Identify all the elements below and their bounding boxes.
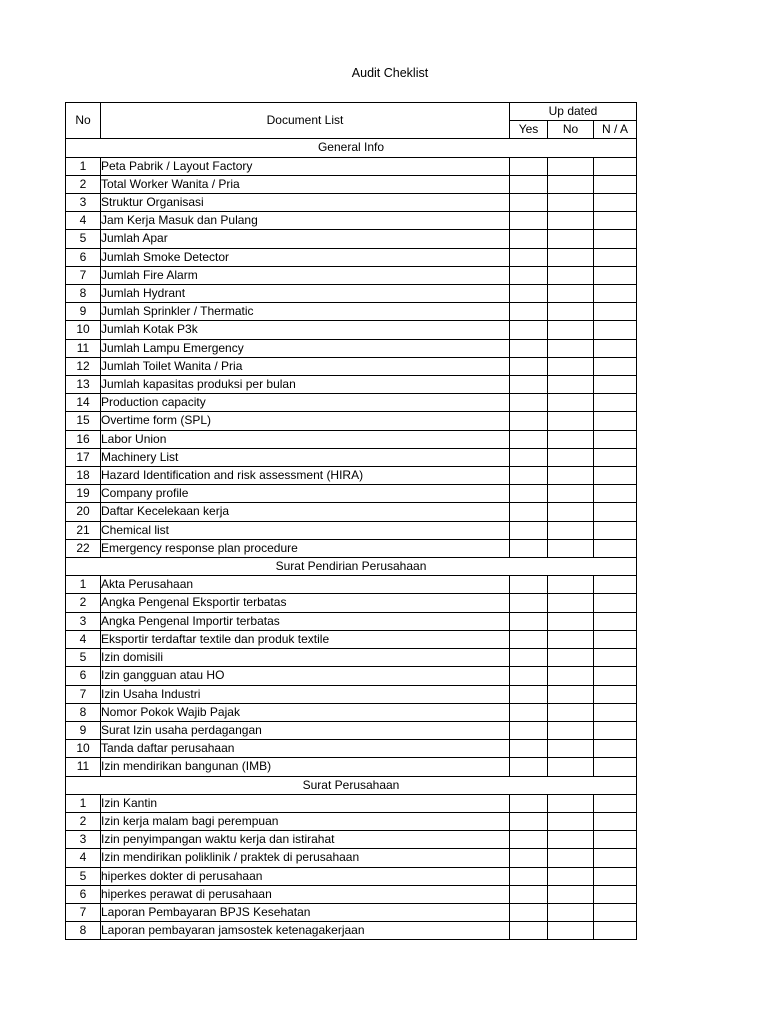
table-row <box>66 740 637 758</box>
table-row <box>66 157 637 175</box>
yes-cell[interactable] <box>510 194 548 212</box>
document-name: Izin Kantin <box>101 794 510 812</box>
no-cell[interactable] <box>548 448 594 466</box>
na-cell[interactable] <box>594 230 637 248</box>
yes-cell[interactable] <box>510 721 548 739</box>
table-row <box>66 667 637 685</box>
audit-checklist-table <box>65 102 637 940</box>
no-cell[interactable] <box>548 467 594 485</box>
na-cell[interactable] <box>594 285 637 303</box>
yes-cell[interactable] <box>510 922 548 940</box>
yes-cell[interactable] <box>510 521 548 539</box>
na-cell[interactable] <box>594 485 637 503</box>
yes-cell[interactable] <box>510 467 548 485</box>
header-document-list: Document List <box>101 103 510 139</box>
table-row <box>66 285 637 303</box>
na-cell[interactable] <box>594 212 637 230</box>
document-name: Angka Pengenal Eksportir terbatas <box>101 594 510 612</box>
table-row <box>66 576 637 594</box>
table-row <box>66 922 637 940</box>
na-cell[interactable] <box>594 157 637 175</box>
no-cell[interactable] <box>548 230 594 248</box>
table-row <box>66 721 637 739</box>
section-row <box>66 558 637 576</box>
row-number: 16 <box>66 430 101 448</box>
na-cell[interactable] <box>594 303 637 321</box>
table-row <box>66 212 637 230</box>
na-cell[interactable] <box>594 885 637 903</box>
no-cell[interactable] <box>548 612 594 630</box>
no-cell[interactable] <box>548 248 594 266</box>
yes-cell[interactable] <box>510 248 548 266</box>
table-body <box>66 139 637 940</box>
no-cell[interactable] <box>548 922 594 940</box>
row-number: 10 <box>66 740 101 758</box>
yes-cell[interactable] <box>510 157 548 175</box>
na-cell[interactable] <box>594 539 637 557</box>
header-na: N / A <box>594 121 637 139</box>
row-number: 1 <box>66 794 101 812</box>
yes-cell[interactable] <box>510 448 548 466</box>
row-number: 14 <box>66 394 101 412</box>
row-number: 8 <box>66 922 101 940</box>
yes-cell[interactable] <box>510 266 548 284</box>
no-cell[interactable] <box>548 266 594 284</box>
row-number: 11 <box>66 339 101 357</box>
na-cell[interactable] <box>594 430 637 448</box>
document-name: Izin domisili <box>101 649 510 667</box>
no-cell[interactable] <box>548 649 594 667</box>
na-cell[interactable] <box>594 175 637 193</box>
table-row <box>66 685 637 703</box>
section-row <box>66 776 637 794</box>
table-row <box>66 376 637 394</box>
na-cell[interactable] <box>594 357 637 375</box>
document-name: Izin gangguan atau HO <box>101 667 510 685</box>
document-name: Izin penyimpangan waktu kerja dan istirahat <box>101 831 510 849</box>
row-number: 11 <box>66 758 101 776</box>
row-number: 2 <box>66 175 101 193</box>
table-row <box>66 867 637 885</box>
yes-cell[interactable] <box>510 794 548 812</box>
document-name: hiperkes dokter di perusahaan <box>101 867 510 885</box>
no-cell[interactable] <box>548 339 594 357</box>
row-number: 4 <box>66 849 101 867</box>
na-cell[interactable] <box>594 831 637 849</box>
na-cell[interactable] <box>594 521 637 539</box>
document-name: Jumlah Hydrant <box>101 285 510 303</box>
na-cell[interactable] <box>594 740 637 758</box>
yes-cell[interactable] <box>510 212 548 230</box>
no-cell[interactable] <box>548 812 594 830</box>
table-row <box>66 448 637 466</box>
row-number: 6 <box>66 885 101 903</box>
no-cell[interactable] <box>548 521 594 539</box>
table-row <box>66 230 637 248</box>
table-row <box>66 885 637 903</box>
na-cell[interactable] <box>594 266 637 284</box>
table-row <box>66 649 637 667</box>
na-cell[interactable] <box>594 321 637 339</box>
no-cell[interactable] <box>548 394 594 412</box>
no-cell[interactable] <box>548 539 594 557</box>
row-number: 6 <box>66 667 101 685</box>
row-number: 8 <box>66 285 101 303</box>
row-number: 4 <box>66 212 101 230</box>
table-row <box>66 412 637 430</box>
yes-cell[interactable] <box>510 412 548 430</box>
table-row <box>66 248 637 266</box>
table-row <box>66 831 637 849</box>
row-number: 8 <box>66 703 101 721</box>
table-row <box>66 303 637 321</box>
na-cell[interactable] <box>594 248 637 266</box>
header-yes: Yes <box>510 121 548 139</box>
row-number: 7 <box>66 266 101 284</box>
table-header <box>66 103 637 139</box>
yes-cell[interactable] <box>510 849 548 867</box>
yes-cell[interactable] <box>510 612 548 630</box>
na-cell[interactable] <box>594 376 637 394</box>
row-number: 1 <box>66 576 101 594</box>
document-name: Izin Usaha Industri <box>101 685 510 703</box>
na-cell[interactable] <box>594 794 637 812</box>
no-cell[interactable] <box>548 285 594 303</box>
table-row <box>66 503 637 521</box>
document-name: Jam Kerja Masuk dan Pulang <box>101 212 510 230</box>
document-name: Labor Union <box>101 430 510 448</box>
no-cell[interactable] <box>548 321 594 339</box>
document-name: Overtime form (SPL) <box>101 412 510 430</box>
document-name: Peta Pabrik / Layout Factory <box>101 157 510 175</box>
row-number: 2 <box>66 812 101 830</box>
na-cell[interactable] <box>594 703 637 721</box>
table-row <box>66 175 637 193</box>
yes-cell[interactable] <box>510 703 548 721</box>
yes-cell[interactable] <box>510 667 548 685</box>
na-cell[interactable] <box>594 667 637 685</box>
na-cell[interactable] <box>594 576 637 594</box>
document-name: Jumlah Sprinkler / Thermatic <box>101 303 510 321</box>
table-row <box>66 394 637 412</box>
no-cell[interactable] <box>548 357 594 375</box>
yes-cell[interactable] <box>510 831 548 849</box>
document-name: Jumlah Apar <box>101 230 510 248</box>
table-row <box>66 758 637 776</box>
no-cell[interactable] <box>548 430 594 448</box>
row-number: 2 <box>66 594 101 612</box>
no-cell[interactable] <box>548 630 594 648</box>
table-row <box>66 339 637 357</box>
no-cell[interactable] <box>548 303 594 321</box>
no-cell[interactable] <box>548 194 594 212</box>
header-no: No <box>66 103 101 139</box>
document-name: Laporan pembayaran jamsostek ketenagakerjaan <box>101 922 510 940</box>
document-name: Eksportir terdaftar textile dan produk textile <box>101 630 510 648</box>
row-number: 3 <box>66 194 101 212</box>
document-name: Tanda daftar perusahaan <box>101 740 510 758</box>
table-row <box>66 266 637 284</box>
document-name: Chemical list <box>101 521 510 539</box>
na-cell[interactable] <box>594 812 637 830</box>
table-row <box>66 594 637 612</box>
row-number: 10 <box>66 321 101 339</box>
row-number: 7 <box>66 685 101 703</box>
yes-cell[interactable] <box>510 503 548 521</box>
yes-cell[interactable] <box>510 394 548 412</box>
page-title: Audit Cheklist <box>351 66 429 80</box>
no-cell[interactable] <box>548 485 594 503</box>
yes-cell[interactable] <box>510 867 548 885</box>
yes-cell[interactable] <box>510 376 548 394</box>
no-cell[interactable] <box>548 703 594 721</box>
table-row <box>66 612 637 630</box>
na-cell[interactable] <box>594 412 637 430</box>
row-number: 3 <box>66 612 101 630</box>
header-no-option: No <box>548 121 594 139</box>
na-cell[interactable] <box>594 503 637 521</box>
na-cell[interactable] <box>594 867 637 885</box>
no-cell[interactable] <box>548 903 594 921</box>
row-number: 1 <box>66 157 101 175</box>
document-name: Izin kerja malam bagi perempuan <box>101 812 510 830</box>
document-name: Struktur Organisasi <box>101 194 510 212</box>
yes-cell[interactable] <box>510 321 548 339</box>
table-row <box>66 357 637 375</box>
table-row <box>66 467 637 485</box>
no-cell[interactable] <box>548 503 594 521</box>
row-number: 6 <box>66 248 101 266</box>
no-cell[interactable] <box>548 867 594 885</box>
table-row <box>66 521 637 539</box>
document-name: Izin mendirikan poliklinik / praktek di perusahaan <box>101 849 510 867</box>
section-title: Surat Perusahaan <box>66 776 637 794</box>
document-name: Surat Izin usaha perdagangan <box>101 721 510 739</box>
section-row <box>66 139 637 157</box>
row-number: 12 <box>66 357 101 375</box>
section-title: Surat Pendirian Perusahaan <box>66 558 637 576</box>
row-number: 5 <box>66 230 101 248</box>
document-name: Jumlah Fire Alarm <box>101 266 510 284</box>
na-cell[interactable] <box>594 467 637 485</box>
document-name: hiperkes perawat di perusahaan <box>101 885 510 903</box>
yes-cell[interactable] <box>510 430 548 448</box>
yes-cell[interactable] <box>510 357 548 375</box>
no-cell[interactable] <box>548 831 594 849</box>
row-number: 21 <box>66 521 101 539</box>
header-updated: Up dated <box>510 103 637 121</box>
row-number: 22 <box>66 539 101 557</box>
yes-cell[interactable] <box>510 230 548 248</box>
document-name: Jumlah Toilet Wanita / Pria <box>101 357 510 375</box>
document-name: Laporan Pembayaran BPJS Kesehatan <box>101 903 510 921</box>
yes-cell[interactable] <box>510 303 548 321</box>
na-cell[interactable] <box>594 612 637 630</box>
yes-cell[interactable] <box>510 812 548 830</box>
na-cell[interactable] <box>594 849 637 867</box>
row-number: 3 <box>66 831 101 849</box>
yes-cell[interactable] <box>510 285 548 303</box>
document-name: Company profile <box>101 485 510 503</box>
na-cell[interactable] <box>594 758 637 776</box>
row-number: 20 <box>66 503 101 521</box>
document-name: Jumlah Smoke Detector <box>101 248 510 266</box>
yes-cell[interactable] <box>510 649 548 667</box>
table-row <box>66 794 637 812</box>
table-row <box>66 812 637 830</box>
table-row <box>66 194 637 212</box>
document-name: Emergency response plan procedure <box>101 539 510 557</box>
yes-cell[interactable] <box>510 576 548 594</box>
yes-cell[interactable] <box>510 594 548 612</box>
no-cell[interactable] <box>548 175 594 193</box>
no-cell[interactable] <box>548 721 594 739</box>
table-row <box>66 430 637 448</box>
no-cell[interactable] <box>548 758 594 776</box>
na-cell[interactable] <box>594 339 637 357</box>
no-cell[interactable] <box>548 885 594 903</box>
row-number: 5 <box>66 649 101 667</box>
yes-cell[interactable] <box>510 175 548 193</box>
na-cell[interactable] <box>594 649 637 667</box>
no-cell[interactable] <box>548 685 594 703</box>
na-cell[interactable] <box>594 394 637 412</box>
section-title: General Info <box>66 139 637 157</box>
table-row <box>66 703 637 721</box>
na-cell[interactable] <box>594 448 637 466</box>
no-cell[interactable] <box>548 594 594 612</box>
table-row <box>66 903 637 921</box>
document-name: Jumlah kapasitas produksi per bulan <box>101 376 510 394</box>
table-row <box>66 539 637 557</box>
na-cell[interactable] <box>594 194 637 212</box>
na-cell[interactable] <box>594 685 637 703</box>
no-cell[interactable] <box>548 740 594 758</box>
document-name: Jumlah Kotak P3k <box>101 321 510 339</box>
no-cell[interactable] <box>548 157 594 175</box>
yes-cell[interactable] <box>510 885 548 903</box>
yes-cell[interactable] <box>510 903 548 921</box>
document-name: Total Worker Wanita / Pria <box>101 175 510 193</box>
document-name: Machinery List <box>101 448 510 466</box>
table-row <box>66 630 637 648</box>
row-number: 4 <box>66 630 101 648</box>
table-row <box>66 321 637 339</box>
row-number: 15 <box>66 412 101 430</box>
yes-cell[interactable] <box>510 685 548 703</box>
yes-cell[interactable] <box>510 339 548 357</box>
table-row <box>66 485 637 503</box>
na-cell[interactable] <box>594 594 637 612</box>
document-name: Angka Pengenal Importir terbatas <box>101 612 510 630</box>
na-cell[interactable] <box>594 922 637 940</box>
document-name: Daftar Kecelekaan kerja <box>101 503 510 521</box>
row-number: 5 <box>66 867 101 885</box>
no-cell[interactable] <box>548 412 594 430</box>
no-cell[interactable] <box>548 212 594 230</box>
document-name: Akta Perusahaan <box>101 576 510 594</box>
row-number: 18 <box>66 467 101 485</box>
na-cell[interactable] <box>594 721 637 739</box>
yes-cell[interactable] <box>510 758 548 776</box>
yes-cell[interactable] <box>510 539 548 557</box>
na-cell[interactable] <box>594 903 637 921</box>
row-number: 13 <box>66 376 101 394</box>
no-cell[interactable] <box>548 667 594 685</box>
no-cell[interactable] <box>548 576 594 594</box>
document-name: Production capacity <box>101 394 510 412</box>
row-number: 9 <box>66 303 101 321</box>
document-name: Jumlah Lampu Emergency <box>101 339 510 357</box>
document-name: Hazard Identification and risk assessment (HIRA) <box>101 467 510 485</box>
no-cell[interactable] <box>548 849 594 867</box>
document-name: Nomor Pokok Wajib Pajak <box>101 703 510 721</box>
yes-cell[interactable] <box>510 485 548 503</box>
row-number: 7 <box>66 903 101 921</box>
document-name: Izin mendirikan bangunan (IMB) <box>101 758 510 776</box>
no-cell[interactable] <box>548 794 594 812</box>
row-number: 19 <box>66 485 101 503</box>
table-row <box>66 849 637 867</box>
no-cell[interactable] <box>548 376 594 394</box>
yes-cell[interactable] <box>510 630 548 648</box>
row-number: 9 <box>66 721 101 739</box>
row-number: 17 <box>66 448 101 466</box>
yes-cell[interactable] <box>510 740 548 758</box>
na-cell[interactable] <box>594 630 637 648</box>
